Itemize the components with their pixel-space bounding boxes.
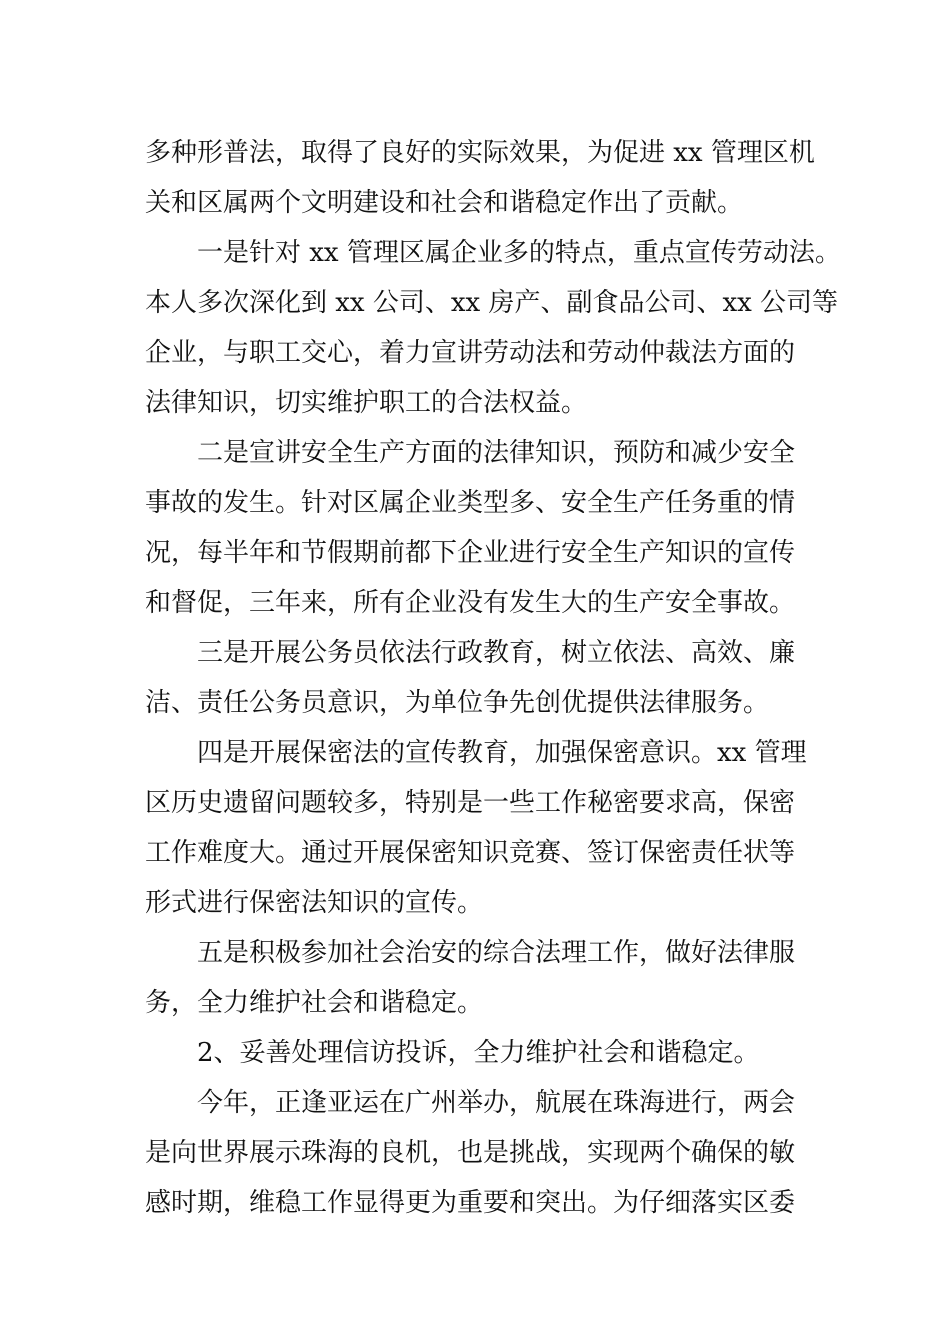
text-line: 感时期，维稳工作显得更为重要和突出。为仔细落实区委	[145, 1188, 796, 1218]
text-line: 企业，与职工交心，着力宣讲劳动法和劳动仲裁法方面的	[145, 338, 796, 368]
text-line: 洁、责任公务员意识，为单位争先创优提供法律服务。	[145, 688, 770, 718]
text-line: 法律知识，切实维护职工的合法权益。	[145, 388, 588, 418]
text-line: 2、妥善处理信访投诉，全力维护社会和谐稳定。	[197, 1038, 760, 1068]
text-line: 四是开展保密法的宣传教育，加强保密意识。xx 管理	[197, 738, 807, 768]
text-line: 二是宣讲安全生产方面的法律知识，预防和减少安全	[197, 438, 796, 468]
text-line: 况，每半年和节假期前都下企业进行安全生产知识的宣传	[145, 538, 796, 568]
text-line: 工作难度大。通过开展保密知识竞赛、签订保密责任状等	[145, 838, 796, 868]
text-line: 三是开展公务员依法行政教育，树立依法、高效、廉	[197, 638, 796, 668]
text-line: 本人多次深化到 xx 公司、xx 房产、副食品公司、xx 公司等	[145, 288, 839, 318]
text-line: 关和区属两个文明建设和社会和谐稳定作出了贡献。	[145, 188, 744, 218]
text-line: 和督促，三年来，所有企业没有发生大的生产安全事故。	[145, 588, 796, 618]
text-line: 是向世界展示珠海的良机，也是挑战，实现两个确保的敏	[145, 1138, 796, 1168]
text-line: 形式进行保密法知识的宣传。	[145, 888, 484, 918]
text-line: 今年，正逢亚运在广州举办，航展在珠海进行，两会	[197, 1088, 796, 1118]
text-line: 五是积极参加社会治安的综合法理工作，做好法律服	[197, 938, 796, 968]
text-line: 一是针对 xx 管理区属企业多的特点，重点宣传劳动法。	[197, 238, 841, 268]
text-line: 事故的发生。针对区属企业类型多、安全生产任务重的情	[145, 488, 796, 518]
text-line: 区历史遗留问题较多，特别是一些工作秘密要求高，保密	[145, 788, 796, 818]
body-text	[145, 128, 841, 1228]
text-line: 务，全力维护社会和谐稳定。	[145, 988, 484, 1018]
text-line: 多种形普法，取得了良好的实际效果，为促进 xx 管理区机	[145, 138, 815, 168]
